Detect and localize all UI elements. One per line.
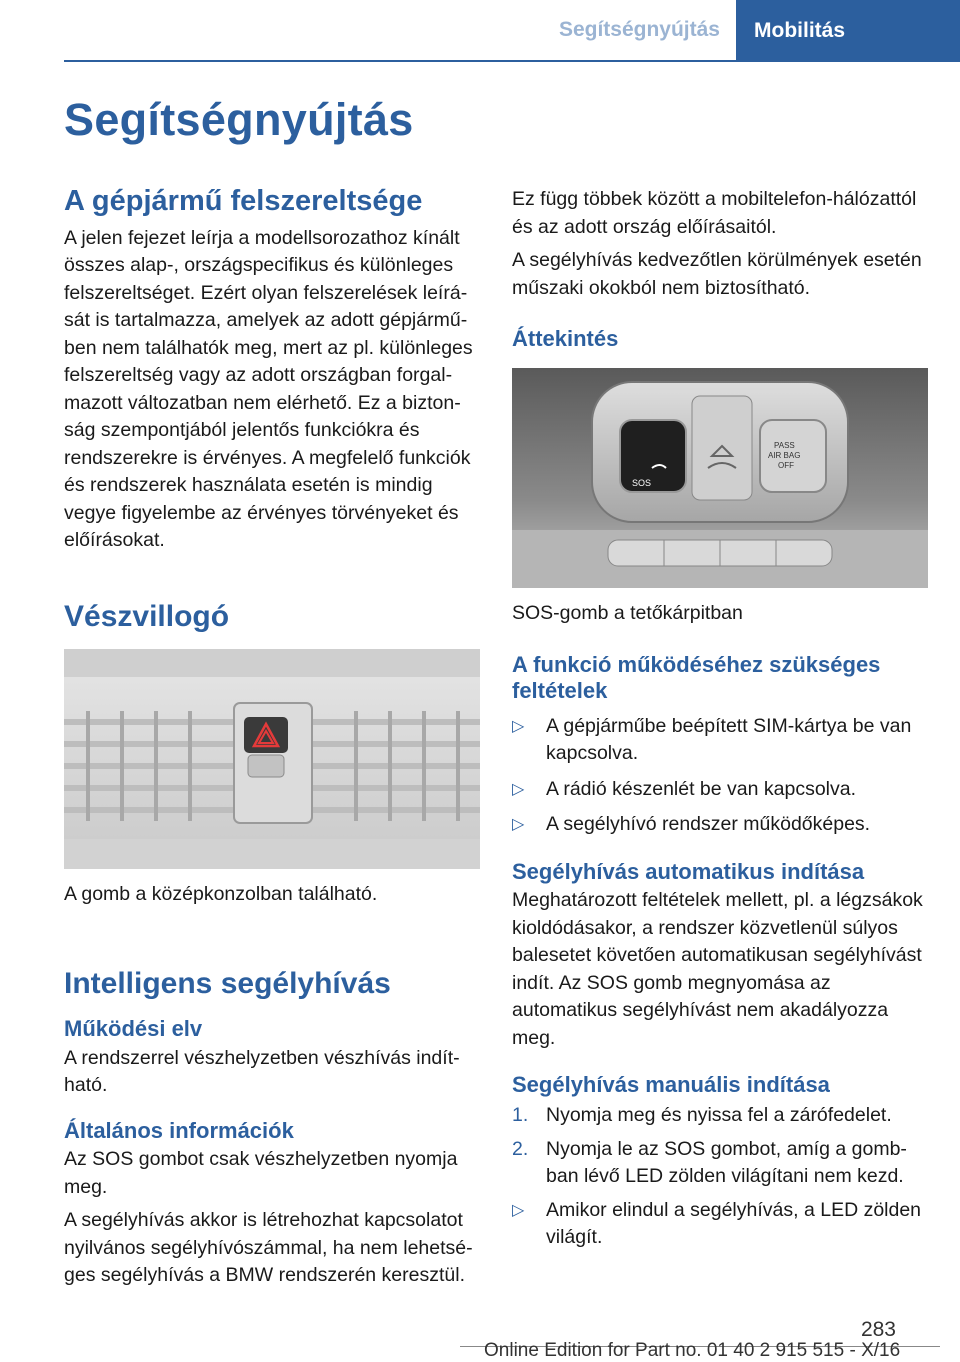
header-section: Segítségnyújtás <box>584 0 736 62</box>
equipment-heading: A gépjármű felszereltsége <box>64 185 423 217</box>
sos-overhead-illustration <box>512 368 928 588</box>
requirements-heading: A funkció működéséhez szükséges feltételek <box>512 651 881 704</box>
header-chapter-tab: Mobilitás <box>736 0 960 62</box>
list-item: ▷ A rádió készenlét be van kapcsolva. <box>512 776 928 804</box>
overview-caption: SOS-gomb a tetőkárpitban <box>512 602 743 625</box>
manual-steps-list <box>512 1102 928 1252</box>
principle-text: A rendszerrel vészhelyzetben vészhívás indítható. <box>64 1046 460 1097</box>
unavailable-text: A segélyhívás kedvezőtlen körülmények esetén műszaki okokból nem biztosítható. <box>512 249 922 299</box>
svg-text:PASS: PASS <box>774 441 795 451</box>
right-column <box>512 184 928 1252</box>
manual-call-heading: Segélyhívás manuális indítása <box>512 1072 830 1098</box>
svg-text:OFF: OFF <box>778 461 794 471</box>
left-column <box>64 184 480 1290</box>
page-title: Segítségnyújtás <box>64 94 414 145</box>
sos-button-image <box>512 368 928 588</box>
principle-heading: Működési elv <box>64 1016 203 1042</box>
triangle-right-icon: ▷ <box>512 1201 525 1219</box>
sos-label: SOS <box>632 478 652 489</box>
triangle-right-icon: ▷ <box>512 816 525 834</box>
auto-call-text: Meghatározott feltételek mellett, pl. a légzsákok kioldódásakor, a rendszer közvetlenül súlyos balesetet követően automatikusan segélyhívást indít. Az SOS gomb megnyomása az automatikus segélyhívást nem akadályozza meg. <box>512 889 923 1049</box>
page-header <box>558 0 960 62</box>
triangle-right-icon: ▷ <box>512 717 525 735</box>
hazard-caption: A gomb a középkonzolban található. <box>64 882 378 905</box>
list-item: ▷ A segélyhívó rendszer működőképes. <box>512 811 928 839</box>
overview-heading: Áttekintés <box>512 326 619 351</box>
edition-note: Online Edition for Part no. 01 40 2 915 515 - X/16 <box>484 1340 901 1361</box>
hazard-button-image <box>64 649 480 869</box>
list-item: 2. Nyomja le az SOS gombot, amíg a gombban lévő LED zölden világítani nem kezd. <box>512 1137 907 1188</box>
equipment-text: A jelen fejezet leírja a modellsorozathoz kínált összes alap-, országspecifikus és különleges felszereltséget. Ezért olyan felszerelések leírását is tartalmazza, amelyek az adott gépjárműben nem találhatók meg, mert az pl. különleges felszereltség vagy az adott országban forgalmazott változatban nem elérhető. Ez a biztonság szempontjából jelentős funkciókra és rendszerekre is érvényes. A megfelelő funkciók és rendszerek használata esetén is mindig vegye figyelembe az érvényes törvényeket és előírásokat. <box>64 226 473 552</box>
header-rule <box>64 60 584 62</box>
auto-call-heading: Segélyhívás automatikus indítása <box>512 858 865 884</box>
intelligent-call-heading: Intelligens segélyhívás <box>64 967 391 1001</box>
requirements-list <box>512 713 928 839</box>
list-item: ▷ Amikor elindul a segélyhívás, a LED zölden világít. <box>512 1197 928 1252</box>
hazard-vent-illustration <box>64 649 480 869</box>
svg-text:AIR BAG: AIR BAG <box>768 451 801 461</box>
general-info-heading: Általános információk <box>64 1117 294 1143</box>
hazard-heading: Vészvillogó <box>64 599 230 633</box>
list-item: 1. Nyomja meg és nyissa fel a zárófedelet. <box>512 1104 892 1127</box>
triangle-right-icon: ▷ <box>512 780 525 798</box>
list-item: ▷ A gépjárműbe beépített SIM-kártya be van kapcsolva. <box>512 713 928 768</box>
dependency-text: Ez függ többek között a mobiltelefon-hálózattól és az adott ország előírásaitól. <box>512 188 917 238</box>
general-info-text-1: Az SOS gombot csak vészhelyzetben nyomja meg. <box>64 1148 458 1198</box>
page-number: 283 <box>860 1318 896 1341</box>
general-info-text-2: A segélyhívás akkor is létrehozhat kapcsolatot nyilvános segélyhívószámmal, ha nem lehetséges segélyhívás a BMW rendszerén keresztül. <box>64 1209 473 1287</box>
